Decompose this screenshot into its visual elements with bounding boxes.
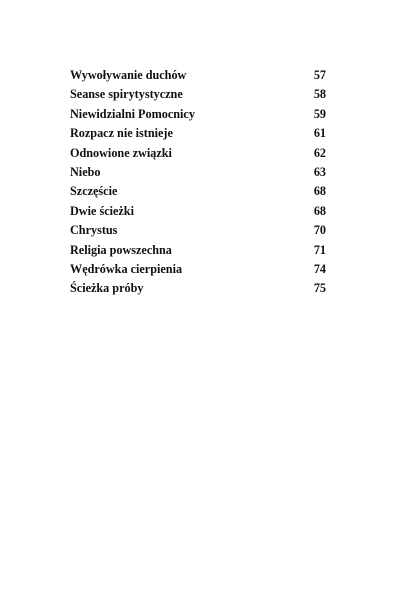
toc-entry-title: Niebo (70, 164, 101, 179)
toc-entry-page: 61 (313, 126, 326, 141)
toc-entry (70, 124, 326, 143)
toc-entry (70, 182, 326, 201)
toc-entry-title: Dwie ścieżki (70, 203, 134, 218)
toc-entry-page: 74 (313, 261, 326, 276)
toc-entry (70, 105, 326, 124)
toc-entry-title: Odnowione związki (70, 145, 172, 160)
toc-entry-title: Rozpacz nie istnieje (70, 126, 173, 141)
toc-entry (70, 163, 326, 182)
toc-entry-page: 58 (313, 87, 326, 102)
toc-entry (70, 144, 326, 163)
table-of-contents (70, 66, 326, 299)
toc-entry-page: 71 (313, 242, 326, 257)
toc-entry-page: 59 (313, 106, 326, 121)
toc-entry-page: 63 (313, 164, 326, 179)
toc-entry (70, 260, 326, 279)
toc-entry-title: Religia powszechna (70, 242, 172, 257)
toc-entry-page: 57 (313, 68, 326, 82)
toc-entry-page: 68 (313, 203, 326, 218)
toc-entry-page: 62 (313, 145, 326, 160)
toc-entry-page: 70 (313, 223, 326, 238)
toc-entry-title: Chrystus (70, 223, 118, 238)
toc-entry-title: Wywoływanie duchów (70, 68, 187, 82)
toc-entry (70, 279, 326, 298)
toc-entry-page: 68 (313, 184, 326, 199)
toc-entry-title: Seanse spirytystyczne (70, 87, 183, 102)
toc-entry (70, 66, 326, 85)
toc-entry (70, 221, 326, 240)
toc-entry (70, 202, 326, 221)
toc-entry-page: 75 (313, 281, 326, 296)
toc-entry-title: Ścieżka próby (70, 281, 144, 296)
toc-entry-title: Niewidzialni Pomocnicy (70, 106, 195, 121)
toc-entry-title: Wędrówka cierpienia (70, 261, 183, 276)
toc-entry (70, 85, 326, 104)
toc-entry-title: Szczęście (70, 184, 118, 199)
toc-entry (70, 241, 326, 260)
